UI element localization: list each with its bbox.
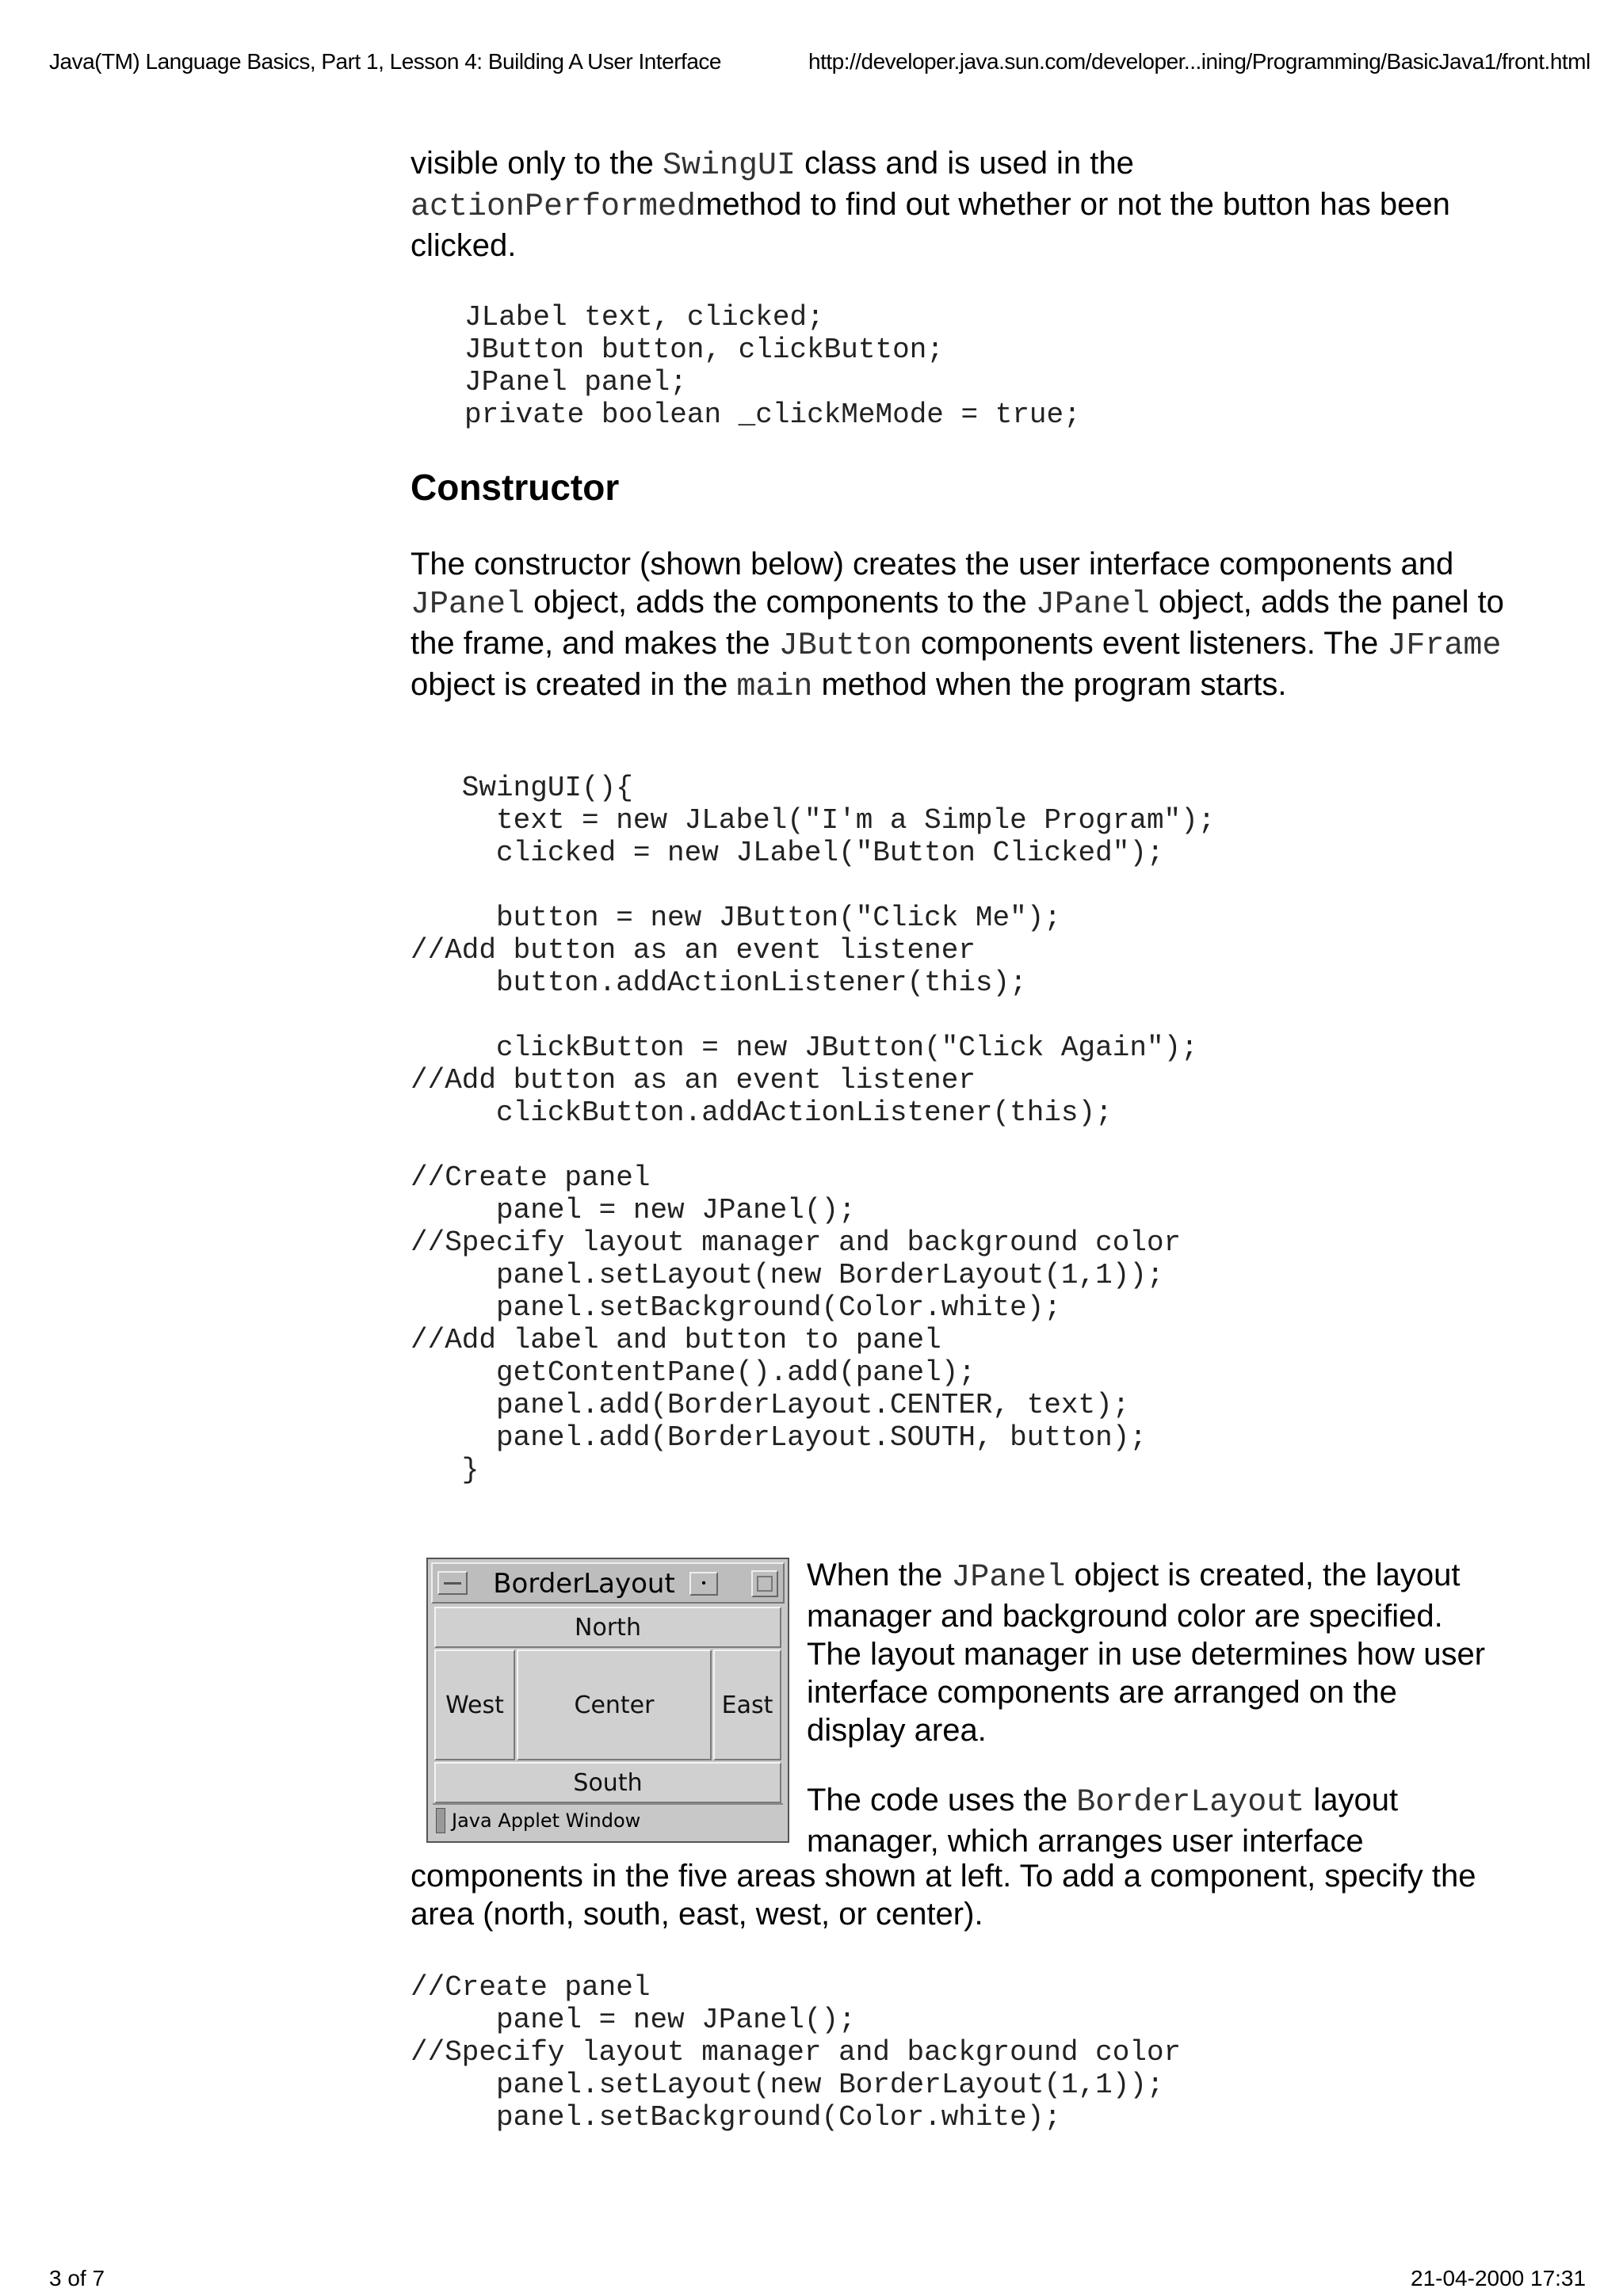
ctor-text-1: The constructor (shown below) creates the user interface components and <box>411 547 1454 582</box>
constructor-heading: Constructor <box>411 467 620 508</box>
constructor-code-block: SwingUI(){ text = new JLabel("I'm a Simple Program"); clicked = new JLabel("Button Clicked"); button = new JButton("Click Me"); //Add button as an event listener button.addActionListener(this); clickButton = new JButton("Click Again"); //Add button as an event listener clickButton.addActionListener(this); //Create panel panel = new JPanel(); //Specify layout manager and background color panel.setLayout(new BorderLayout(1,1)); panel.setBackground(Color.white); //Add label and button to panel getContentPane().add(panel); panel.add(BorderLayout.CENTER, text); panel.add(BorderLayout.SOUTH, button); } <box>411 772 1216 1486</box>
header-url: http://developer.java.sun.com/developer...ining/Programming/BasicJava1/front.html <box>808 49 1591 74</box>
layout-paragraph-2-top <box>807 1781 1488 1860</box>
ctor-code-jpanel-1: JPanel <box>411 587 525 623</box>
intro-code-actionperformed: actionPerformed <box>411 189 697 225</box>
intro-text-2: class and is used in the <box>795 146 1134 181</box>
window-status-bar <box>433 1803 783 1836</box>
ctor-text-3: object, adds the panel to the frame, and makes the <box>411 585 1504 661</box>
layout-paragraph-2-bottom <box>411 1857 1504 1933</box>
north-region: North <box>434 1607 781 1648</box>
layout-paragraph-1 <box>807 1556 1488 1749</box>
ctor-code-main: main <box>736 669 813 705</box>
window-titlebar <box>431 1562 785 1604</box>
layout2-text-1: The code uses the <box>807 1783 1077 1817</box>
ctor-text-4: components event listeners. The <box>911 626 1388 661</box>
layout2-code-borderlayout: BorderLayout <box>1076 1785 1305 1821</box>
intro-code-swingui: SwingUI <box>662 148 796 184</box>
footer-datetime: 21-04-2000 17:31 <box>1411 2266 1587 2290</box>
fields-code-block: JLabel text, clicked; JButton button, clickButton; JPanel panel; private boolean _clickMeMode = true; <box>464 301 1081 431</box>
ctor-code-jpanel-2: JPanel <box>1035 587 1150 623</box>
layout1-text-1: When the <box>807 1558 952 1592</box>
east-region: East <box>713 1650 781 1760</box>
window-title: BorderLayout <box>493 1568 675 1600</box>
intro-text-1: visible only to the <box>411 146 663 181</box>
panel-code-block: //Create panel panel = new JPanel(); //Specify layout manager and background color panel.setLayout(new BorderLayout(1,1)); panel.setBackground(Color.white); <box>411 1971 1182 2134</box>
layout1-text-2: object is created, the layout manager and background color are specified. The layout manager in use determines how user interface components are arranged on the display area. <box>807 1558 1486 1748</box>
footer-page: 3 of 7 <box>49 2266 105 2290</box>
intro-text-3: method to find out whether or not the button has been clicked. <box>411 187 1450 263</box>
header-title: Java(TM) Language Basics, Part 1, Lesson 4: Building A User Interface <box>49 49 721 74</box>
status-grip-icon <box>436 1808 445 1833</box>
layout2-text-2: layout manager, which arranges user interface <box>807 1783 1399 1859</box>
ctor-code-jbutton: JButton <box>778 628 912 664</box>
maximize-icon <box>751 1570 778 1597</box>
ctor-text-2: object, adds the components to the <box>525 585 1036 620</box>
ctor-text-6: method when the program starts. <box>812 667 1287 702</box>
window-menu-icon <box>437 1571 468 1595</box>
center-region: Center <box>517 1650 712 1760</box>
ctor-text-5: object is created in the <box>411 667 737 702</box>
borderlayout-window-image <box>426 1558 789 1843</box>
south-region: South <box>434 1762 781 1803</box>
layout1-code-jpanel: JPanel <box>951 1560 1066 1596</box>
constructor-paragraph <box>411 545 1504 707</box>
layout2-text-3: components in the five areas shown at left. To add a component, specify the area (north, south, east, west, or center). <box>411 1859 1476 1932</box>
west-region: West <box>434 1650 515 1760</box>
status-text: Java Applet Window <box>452 1810 641 1832</box>
minimize-icon: • <box>689 1572 718 1596</box>
ctor-code-jframe: JFrame <box>1387 628 1502 664</box>
intro-paragraph <box>411 144 1504 265</box>
